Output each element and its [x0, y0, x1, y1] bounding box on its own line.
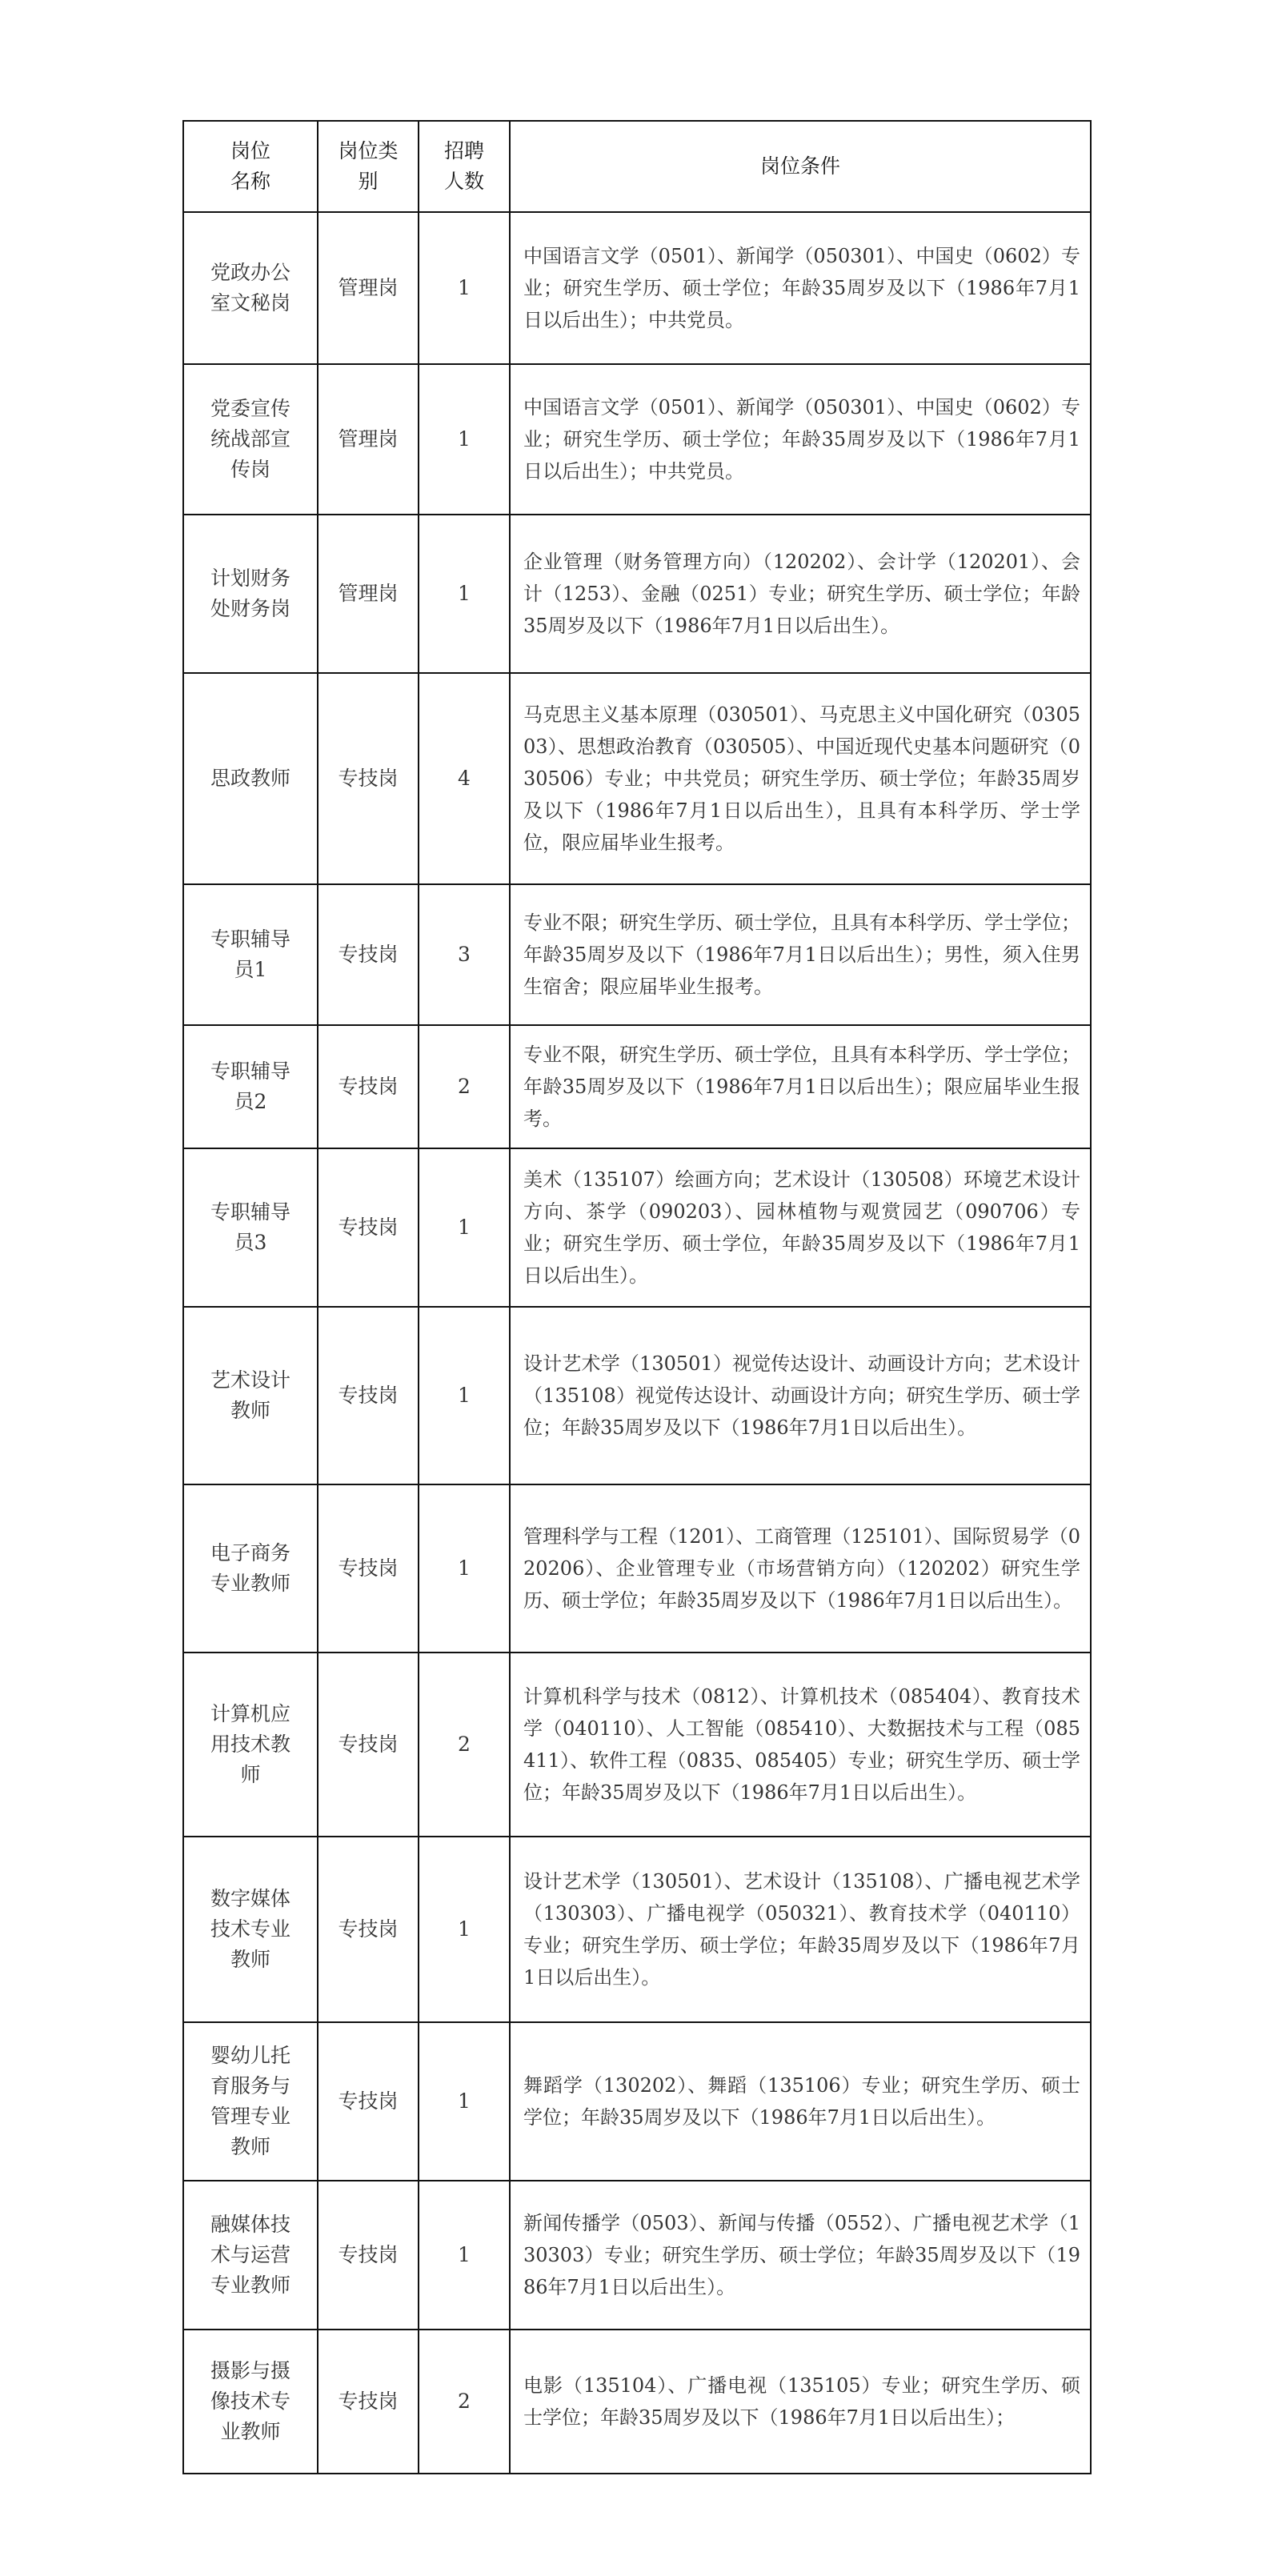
position-conditions-cell: 中国语言文学（0501）、新闻学（050301）、中国史（0602）专业；研究生学历、硕士学位；年龄35周岁及以下（1986年7月1日以后出生）；中共党员。: [510, 364, 1091, 515]
position-name-cell: 专职辅导 员3: [183, 1148, 318, 1307]
position-name-cell: 融媒体技 术与运营 专业教师: [183, 2181, 318, 2330]
recruitment-table: [182, 120, 1092, 2474]
position-name-cell: 计划财务 处财务岗: [183, 515, 318, 673]
table-row: [183, 1837, 1091, 2022]
position-conditions-cell: 设计艺术学（130501）视觉传达设计、动画设计方向；艺术设计（135108）视觉传达设计、动画设计方向；研究生学历、硕士学位；年龄35周岁及以下（1986年7月1日以后出生）。: [510, 1307, 1091, 1484]
position-conditions-cell: 专业不限；研究生学历、硕士学位，且具有本科学历、学士学位；年龄35周岁及以下（1986年7月1日以后出生）；男性，须入住男生宿舍；限应届毕业生报考。: [510, 884, 1091, 1025]
table-row: [183, 1148, 1091, 1307]
position-type-cell: 管理岗: [318, 212, 419, 364]
header-position-conditions: 岗位条件: [510, 121, 1091, 212]
position-type-cell: 专技岗: [318, 1653, 419, 1837]
position-type-cell: 专技岗: [318, 2181, 419, 2330]
position-name-cell: 艺术设计 教师: [183, 1307, 318, 1484]
position-name-cell: 计算机应 用技术教 师: [183, 1653, 318, 1837]
recruit-count-cell: 2: [419, 1025, 510, 1148]
position-type-cell: 专技岗: [318, 2022, 419, 2181]
position-conditions-cell: 设计艺术学（130501）、艺术设计（135108）、广播电视艺术学（130303）、广播电视学（050321）、教育技术学（040110）专业；研究生学历、硕士学位；年龄35周岁及以下（1986年7月1日以后出生）。: [510, 1837, 1091, 2022]
recruit-count-cell: 1: [419, 2022, 510, 2181]
recruit-count-cell: 1: [419, 1837, 510, 2022]
position-type-cell: 专技岗: [318, 1025, 419, 1148]
table-row: [183, 2022, 1091, 2181]
position-conditions-cell: 马克思主义基本原理（030501）、马克思主义中国化研究（030503）、思想政治教育（030505）、中国近现代史基本问题研究（030506）专业；中共党员；研究生学历、硕士学位；年龄35周岁及以下（1986年7月1日以后出生），且具有本科学历、学士学位，限应届毕业生报考。: [510, 673, 1091, 884]
table-header-row: [183, 121, 1091, 212]
position-type-cell: 专技岗: [318, 884, 419, 1025]
position-type-cell: 管理岗: [318, 515, 419, 673]
position-name-cell: 思政教师: [183, 673, 318, 884]
table-row: [183, 212, 1091, 364]
recruit-count-cell: 2: [419, 1653, 510, 1837]
header-position-name: 岗位 名称: [183, 121, 318, 212]
table-row: [183, 1025, 1091, 1148]
recruit-count-cell: 1: [419, 2181, 510, 2330]
position-conditions-cell: 新闻传播学（0503）、新闻与传播（0552）、广播电视艺术学（130303）专业；研究生学历、硕士学位；年龄35周岁及以下（1986年7月1日以后出生）。: [510, 2181, 1091, 2330]
position-conditions-cell: 美术（135107）绘画方向；艺术设计（130508）环境艺术设计方向、茶学（090203）、园林植物与观赏园艺（090706）专业；研究生学历、硕士学位，年龄35周岁及以下（1986年7月1日以后出生）。: [510, 1148, 1091, 1307]
position-name-cell: 数字媒体 技术专业 教师: [183, 1837, 318, 2022]
header-position-type: 岗位类 别: [318, 121, 419, 212]
table-body: [183, 212, 1091, 2474]
recruit-count-cell: 1: [419, 515, 510, 673]
position-type-cell: 专技岗: [318, 1484, 419, 1653]
position-type-cell: 专技岗: [318, 1148, 419, 1307]
position-name-cell: 电子商务 专业教师: [183, 1484, 318, 1653]
recruit-count-cell: 1: [419, 1484, 510, 1653]
table-row: [183, 673, 1091, 884]
table-row: [183, 364, 1091, 515]
position-name-cell: 党委宣传 统战部宣 传岗: [183, 364, 318, 515]
table-row: [183, 2181, 1091, 2330]
position-conditions-cell: 企业管理（财务管理方向）（120202）、会计学（120201）、会计（1253）、金融（0251）专业；研究生学历、硕士学位；年龄35周岁及以下（1986年7月1日以后出生）。: [510, 515, 1091, 673]
recruit-count-cell: 1: [419, 364, 510, 515]
position-name-cell: 专职辅导 员2: [183, 1025, 318, 1148]
recruit-count-cell: 1: [419, 1148, 510, 1307]
position-type-cell: 专技岗: [318, 673, 419, 884]
recruit-count-cell: 1: [419, 1307, 510, 1484]
position-conditions-cell: 计算机科学与技术（0812）、计算机技术（085404）、教育技术学（040110）、人工智能（085410）、大数据技术与工程（085411）、软件工程（0835、085405）专业；研究生学历、硕士学位；年龄35周岁及以下（1986年7月1日以后出生）。: [510, 1653, 1091, 1837]
recruit-count-cell: 3: [419, 884, 510, 1025]
table-row: [183, 884, 1091, 1025]
table-row: [183, 1484, 1091, 1653]
position-type-cell: 专技岗: [318, 2330, 419, 2474]
position-conditions-cell: 电影（135104）、广播电视（135105）专业；研究生学历、硕士学位；年龄35周岁及以下（1986年7月1日以后出生）；: [510, 2330, 1091, 2474]
table-row: [183, 515, 1091, 673]
recruit-count-cell: 2: [419, 2330, 510, 2474]
position-name-cell: 专职辅导 员1: [183, 884, 318, 1025]
table-row: [183, 1653, 1091, 1837]
recruit-count-cell: 4: [419, 673, 510, 884]
position-name-cell: 党政办公 室文秘岗: [183, 212, 318, 364]
position-name-cell: 摄影与摄 像技术专 业教师: [183, 2330, 318, 2474]
table-row: [183, 2330, 1091, 2474]
table-row: [183, 1307, 1091, 1484]
position-conditions-cell: 专业不限，研究生学历、硕士学位，且具有本科学历、学士学位；年龄35周岁及以下（1986年7月1日以后出生）；限应届毕业生报考。: [510, 1025, 1091, 1148]
position-conditions-cell: 舞蹈学（130202）、舞蹈（135106）专业；研究生学历、硕士学位；年龄35周岁及以下（1986年7月1日以后出生）。: [510, 2022, 1091, 2181]
position-type-cell: 专技岗: [318, 1837, 419, 2022]
position-conditions-cell: 管理科学与工程（1201）、工商管理（125101）、国际贸易学（020206）、企业管理专业（市场营销方向）（120202）研究生学历、硕士学位；年龄35周岁及以下（1986年7月1日以后出生）。: [510, 1484, 1091, 1653]
position-name-cell: 婴幼儿托 育服务与 管理专业 教师: [183, 2022, 318, 2181]
position-type-cell: 专技岗: [318, 1307, 419, 1484]
header-recruit-count: 招聘 人数: [419, 121, 510, 212]
recruit-count-cell: 1: [419, 212, 510, 364]
position-type-cell: 管理岗: [318, 364, 419, 515]
position-conditions-cell: 中国语言文学（0501）、新闻学（050301）、中国史（0602）专业；研究生学历、硕士学位；年龄35周岁及以下（1986年7月1日以后出生）；中共党员。: [510, 212, 1091, 364]
